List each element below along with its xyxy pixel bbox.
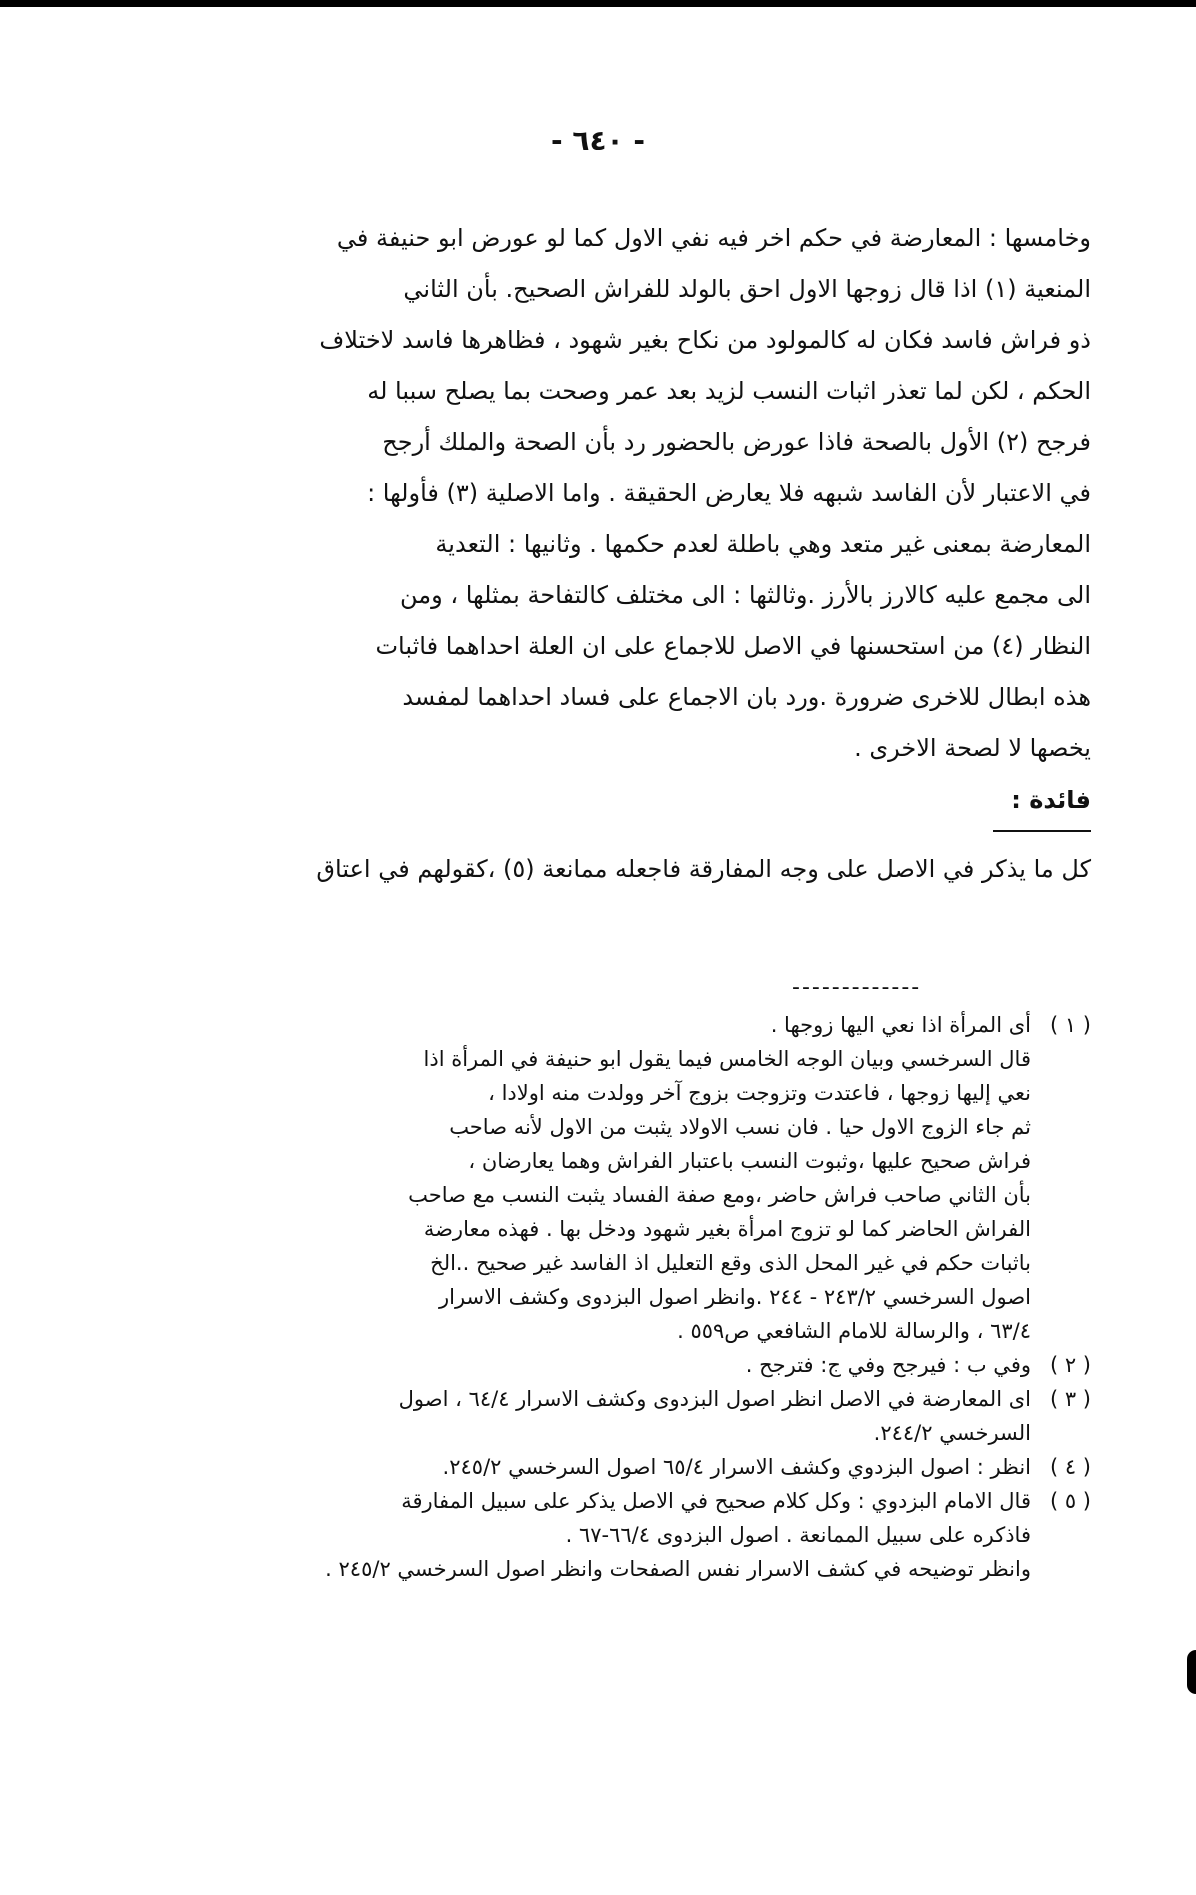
section-heading: فائدة : bbox=[1011, 786, 1091, 814]
footnote-line: باثبات حكم في غير المحل الذى وقع التعليل اذ الفاسد غير صحيح ..الخ bbox=[430, 1251, 1031, 1275]
text-line: وخامسها : المعارضة في حكم اخر فيه نفي الاول كما لو عورض ابو حنيفة في bbox=[336, 224, 1091, 252]
text-line: فرجح (٢) الأول بالصحة فاذا عورض بالحضور رد بأن الصحة والملك أرجح bbox=[382, 428, 1091, 456]
footnote-1 bbox=[91, 1008, 1091, 1348]
footnote-4 bbox=[91, 1450, 1091, 1484]
footnote-number: ( ٥ ) bbox=[1049, 1489, 1091, 1513]
scan-edge-blot bbox=[1187, 1650, 1196, 1694]
footnote-line: اصول السرخسي ٢٤٣/٢ - ٢٤٤ .وانظر اصول البزدوى وكشف الاسرار bbox=[438, 1285, 1031, 1309]
footnote-body bbox=[91, 1008, 1031, 1348]
footnote-line: بأن الثاني صاحب فراش حاضر ،ومع صفة الفساد يثبت النسب مع صاحب bbox=[408, 1183, 1031, 1207]
text-line: المعارضة بمعنى غير متعد وهي باطلة لعدم حكمها . وثانيها : التعدية bbox=[435, 530, 1091, 558]
footnote-line: وفي ب : فيرجح وفي ج: فترجح . bbox=[745, 1353, 1031, 1377]
footnote-3 bbox=[91, 1382, 1091, 1450]
footnote-line: وانظر توضيحه في كشف الاسرار نفس الصفحات وانظر اصول السرخسي ٢٤٥/٢ . bbox=[325, 1557, 1031, 1581]
footnote-line: نعي إليها زوجها ، فاعتدت وتزوجت بزوج آخر وولدت منه اولادا ، bbox=[488, 1081, 1031, 1105]
footnotes bbox=[91, 1008, 1091, 1586]
text-line: الى مجمع عليه كالارز بالأرز .وثالثها : الى مختلف كالتفاحة بمثلها ، ومن bbox=[400, 581, 1091, 609]
text-line: كل ما يذكر في الاصل على وجه المفارقة فاجعله ممانعة (٥) ،كقولهم في اعتاق bbox=[316, 855, 1091, 883]
footnote-number: ( ٤ ) bbox=[1049, 1455, 1091, 1479]
footnote-line: ثم جاء الزوج الاول حيا . فان نسب الاولاد يثبت من الاول لأنه صاحب bbox=[449, 1115, 1031, 1139]
footnote-divider: ------------- bbox=[792, 975, 922, 1000]
text-line: هذه ابطال للاخرى ضرورة .ورد بان الاجماع على فساد احداهما لمفسد bbox=[402, 683, 1091, 711]
text-line: النظار (٤) من استحسنها في الاصل للاجماع على ان العلة احداهما فاثبات bbox=[375, 632, 1091, 660]
footnote-body bbox=[91, 1450, 1031, 1484]
text-line: في الاعتبار لأن الفاسد شبهه فلا يعارض الحقيقة . واما الاصلية (٣) فأولها : bbox=[367, 479, 1091, 507]
footnote-number: ( ٣ ) bbox=[1049, 1387, 1091, 1411]
text-line: يخصها لا لصحة الاخرى . bbox=[854, 734, 1091, 762]
footnote-line: الفراش الحاضر كما لو تزوج امرأة بغير شهود ودخل بها . فهذه معارضة bbox=[423, 1217, 1031, 1241]
text-line: ذو فراش فاسد فكان له كالمولود من نكاح بغير شهود ، فظاهرها فاسد لاختلاف bbox=[319, 326, 1091, 354]
text-line: الحكم ، لكن لما تعذر اثبات النسب لزيد بعد عمر وصحت بما يصلح سببا له bbox=[367, 377, 1091, 405]
footnote-line: قال الامام البزدوي : وكل كلام صحيح في الاصل يذكر على سبيل المفارقة bbox=[401, 1489, 1031, 1513]
footnote-body bbox=[91, 1484, 1031, 1586]
footnote-line: فاذكره على سبيل الممانعة . اصول البزدوى ٦٦/٤-٦٧ . bbox=[565, 1523, 1031, 1547]
footnote-line: السرخسي ٢٤٤/٢. bbox=[873, 1421, 1031, 1445]
footnote-line: قال السرخسي وبيان الوجه الخامس فيما يقول ابو حنيفة في المرأة اذا bbox=[423, 1047, 1031, 1071]
footnote-number: ( ٢ ) bbox=[1049, 1353, 1091, 1377]
scan-top-edge bbox=[0, 0, 1196, 7]
footnote-body bbox=[91, 1382, 1031, 1450]
footnote-number: ( ١ ) bbox=[1049, 1013, 1091, 1037]
footnote-line: انظر : اصول البزدوي وكشف الاسرار ٦٥/٤ اصول السرخسي ٢٤٥/٢. bbox=[442, 1455, 1031, 1479]
heading-underline bbox=[993, 830, 1091, 832]
footnote-line: فراش صحيح عليها ،وثبوت النسب باعتبار الفراش وهما يعارضان ، bbox=[468, 1149, 1031, 1173]
footnote-line: اى المعارضة في الاصل انظر اصول البزدوى وكشف الاسرار ٦٤/٤ ، اصول bbox=[398, 1387, 1031, 1411]
footnote-line: ٦٣/٤ ، والرسالة للامام الشافعي ص٥٥٩ . bbox=[677, 1319, 1031, 1343]
footnote-5 bbox=[91, 1484, 1091, 1586]
text-line: المنعية (١) اذا قال زوجها الاول احق بالولد للفراش الصحيح. بأن الثاني bbox=[403, 275, 1091, 303]
footnote-2 bbox=[91, 1348, 1091, 1382]
footnote-body bbox=[91, 1348, 1031, 1382]
page-number: - ٦٤٠ - bbox=[550, 124, 646, 157]
main-text bbox=[211, 213, 1091, 774]
footnote-line: أى المرأة اذا نعي اليها زوجها . bbox=[770, 1013, 1031, 1037]
